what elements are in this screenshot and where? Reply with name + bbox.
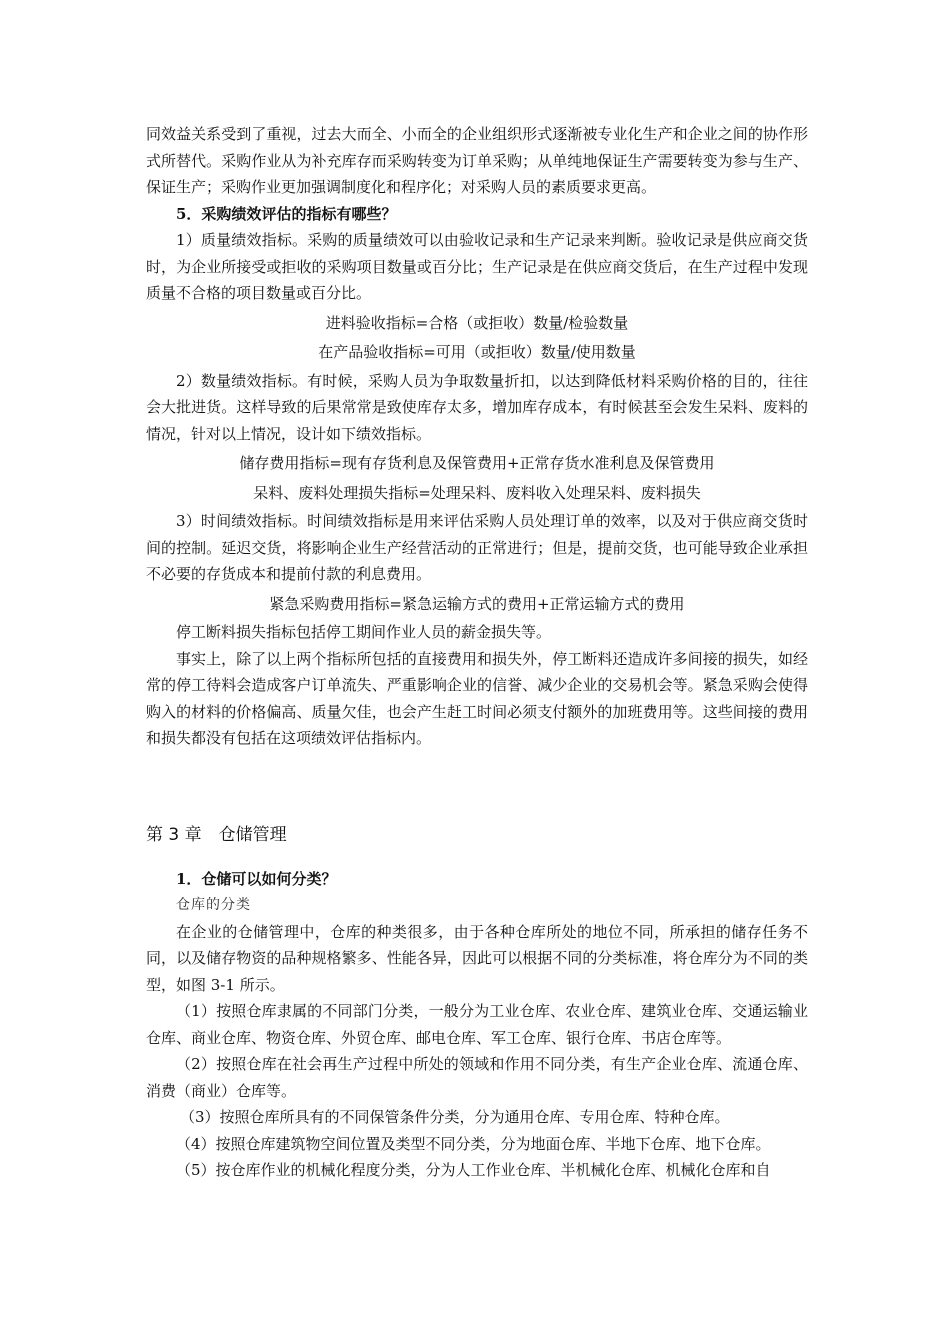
warehouse-intro-paragraph: 在企业的仓储管理中，仓库的种类很多，由于各种仓库所处的地位不同，所承担的储存任务不同，以及储存物资的品种规格繁多、性能各异，因此可以根据不同的分类标准，将仓库分为不同的类型，如图 3-1 所示。 bbox=[146, 922, 808, 994]
classification-item-4: （4）按照仓库建筑物空间位置及类型不同分类，分为地面仓库、半地下仓库、地下仓库。 bbox=[176, 1134, 771, 1153]
warehouse-classification-subheading: 仓库的分类 bbox=[176, 897, 251, 913]
classification-item-1: （1）按照仓库隶属的不同部门分类，一般分为工业仓库、农业仓库、建筑业仓库、交通运输业仓库、商业仓库、物资仓库、外贸仓库、邮电仓库、军工仓库、银行仓库、书店仓库等。 bbox=[146, 1002, 808, 1047]
classification-item-5: （5）按仓库作业的机械化程度分类，分为人工作业仓库、半机械化仓库、机械化仓库和自 bbox=[176, 1161, 771, 1179]
formula-storage-cost: 储存费用指标=现有存货利息及保管费用+正常存货水准利息及保管费用 bbox=[239, 454, 715, 472]
classification-item-3: （3）按照仓库所具有的不同保管条件分类，分为通用仓库、专用仓库、特种仓库。 bbox=[180, 1108, 730, 1126]
quality-indicator-paragraph: 1）质量绩效指标。采购的质量绩效可以由验收记录和生产记录来判断。验收记录是供应商交货时，为企业所接受或拒收的采购项目数量或百分比；生产记录是在供应商交货后，在生产过程中发现质量不合格的项目数量或百分比。 bbox=[146, 231, 808, 302]
intro-paragraph: 同效益关系受到了重视，过去大而全、小而全的企业组织形式逐渐被专业化生产和企业之间的协作形式所替代。采购作业从为补充库存而采购转变为订单采购；从单纯地保证生产需要转变为参与生产、保证生产；采购作业更加强调制度化和程序化；对采购人员的素质要求更高。 bbox=[146, 125, 808, 196]
question-5-heading: 5．采购绩效评估的指标有哪些？ bbox=[176, 204, 397, 223]
question-1-heading: 1．仓储可以如何分类？ bbox=[176, 869, 337, 888]
formula-obsolete-loss: 呆料、废料处理损失指标=处理呆料、废料收入处理呆料、废料损失 bbox=[253, 483, 701, 502]
formula-wip-inspection: 在产品验收指标=可用（或拒收）数量/使用数量 bbox=[318, 343, 636, 361]
formula-urgent-purchase: 紧急采购费用指标=紧急运输方式的费用+正常运输方式的费用 bbox=[269, 594, 685, 613]
time-indicator-paragraph: 3）时间绩效指标。时间绩效指标是用来评估采购人员处理订单的效率，以及对于供应商交货时间的控制。延迟交货，将影响企业生产经营活动的正常进行；但是，提前交货，也可能导致企业承担不必要的存货成本和提前付款的利息费用。 bbox=[146, 512, 808, 583]
document-page bbox=[146, 121, 808, 1184]
stoppage-loss-paragraph: 停工断料损失指标包括停工期间作业人员的薪金损失等。 bbox=[176, 623, 552, 641]
classification-item-2: （2）按照仓库在社会再生产过程中所处的领域和作用不同分类，有生产企业仓库、流通仓库、消费（商业）仓库等。 bbox=[146, 1055, 808, 1100]
formula-incoming-inspection: 进料验收指标=合格（或拒收）数量/检验数量 bbox=[325, 313, 629, 332]
quantity-indicator-paragraph: 2）数量绩效指标。有时候，采购人员为争取数量折扣，以达到降低材料采购价格的目的，往往会大批进货。这样导致的后果常常是致使库存太多，增加库存成本，有时候甚至会发生呆料、废料的情况，针对以上情况，设计如下绩效指标。 bbox=[146, 371, 808, 443]
chapter-title: 第 3 章 仓储管理 bbox=[146, 824, 287, 845]
indirect-cost-paragraph: 事实上，除了以上两个指标所包括的直接费用和损失外，停工断料还造成许多间接的损失，如经常的停工待料会造成客户订单流失、严重影响企业的信誉、减少企业的交易机会等。紧急采购会使得购入的材料的价格偏高、质量欠佳，也会产生赶工时间必须支付额外的加班费用等。这些间接的费用和损失都没有包括在这项绩效评估指标内。 bbox=[146, 649, 808, 747]
